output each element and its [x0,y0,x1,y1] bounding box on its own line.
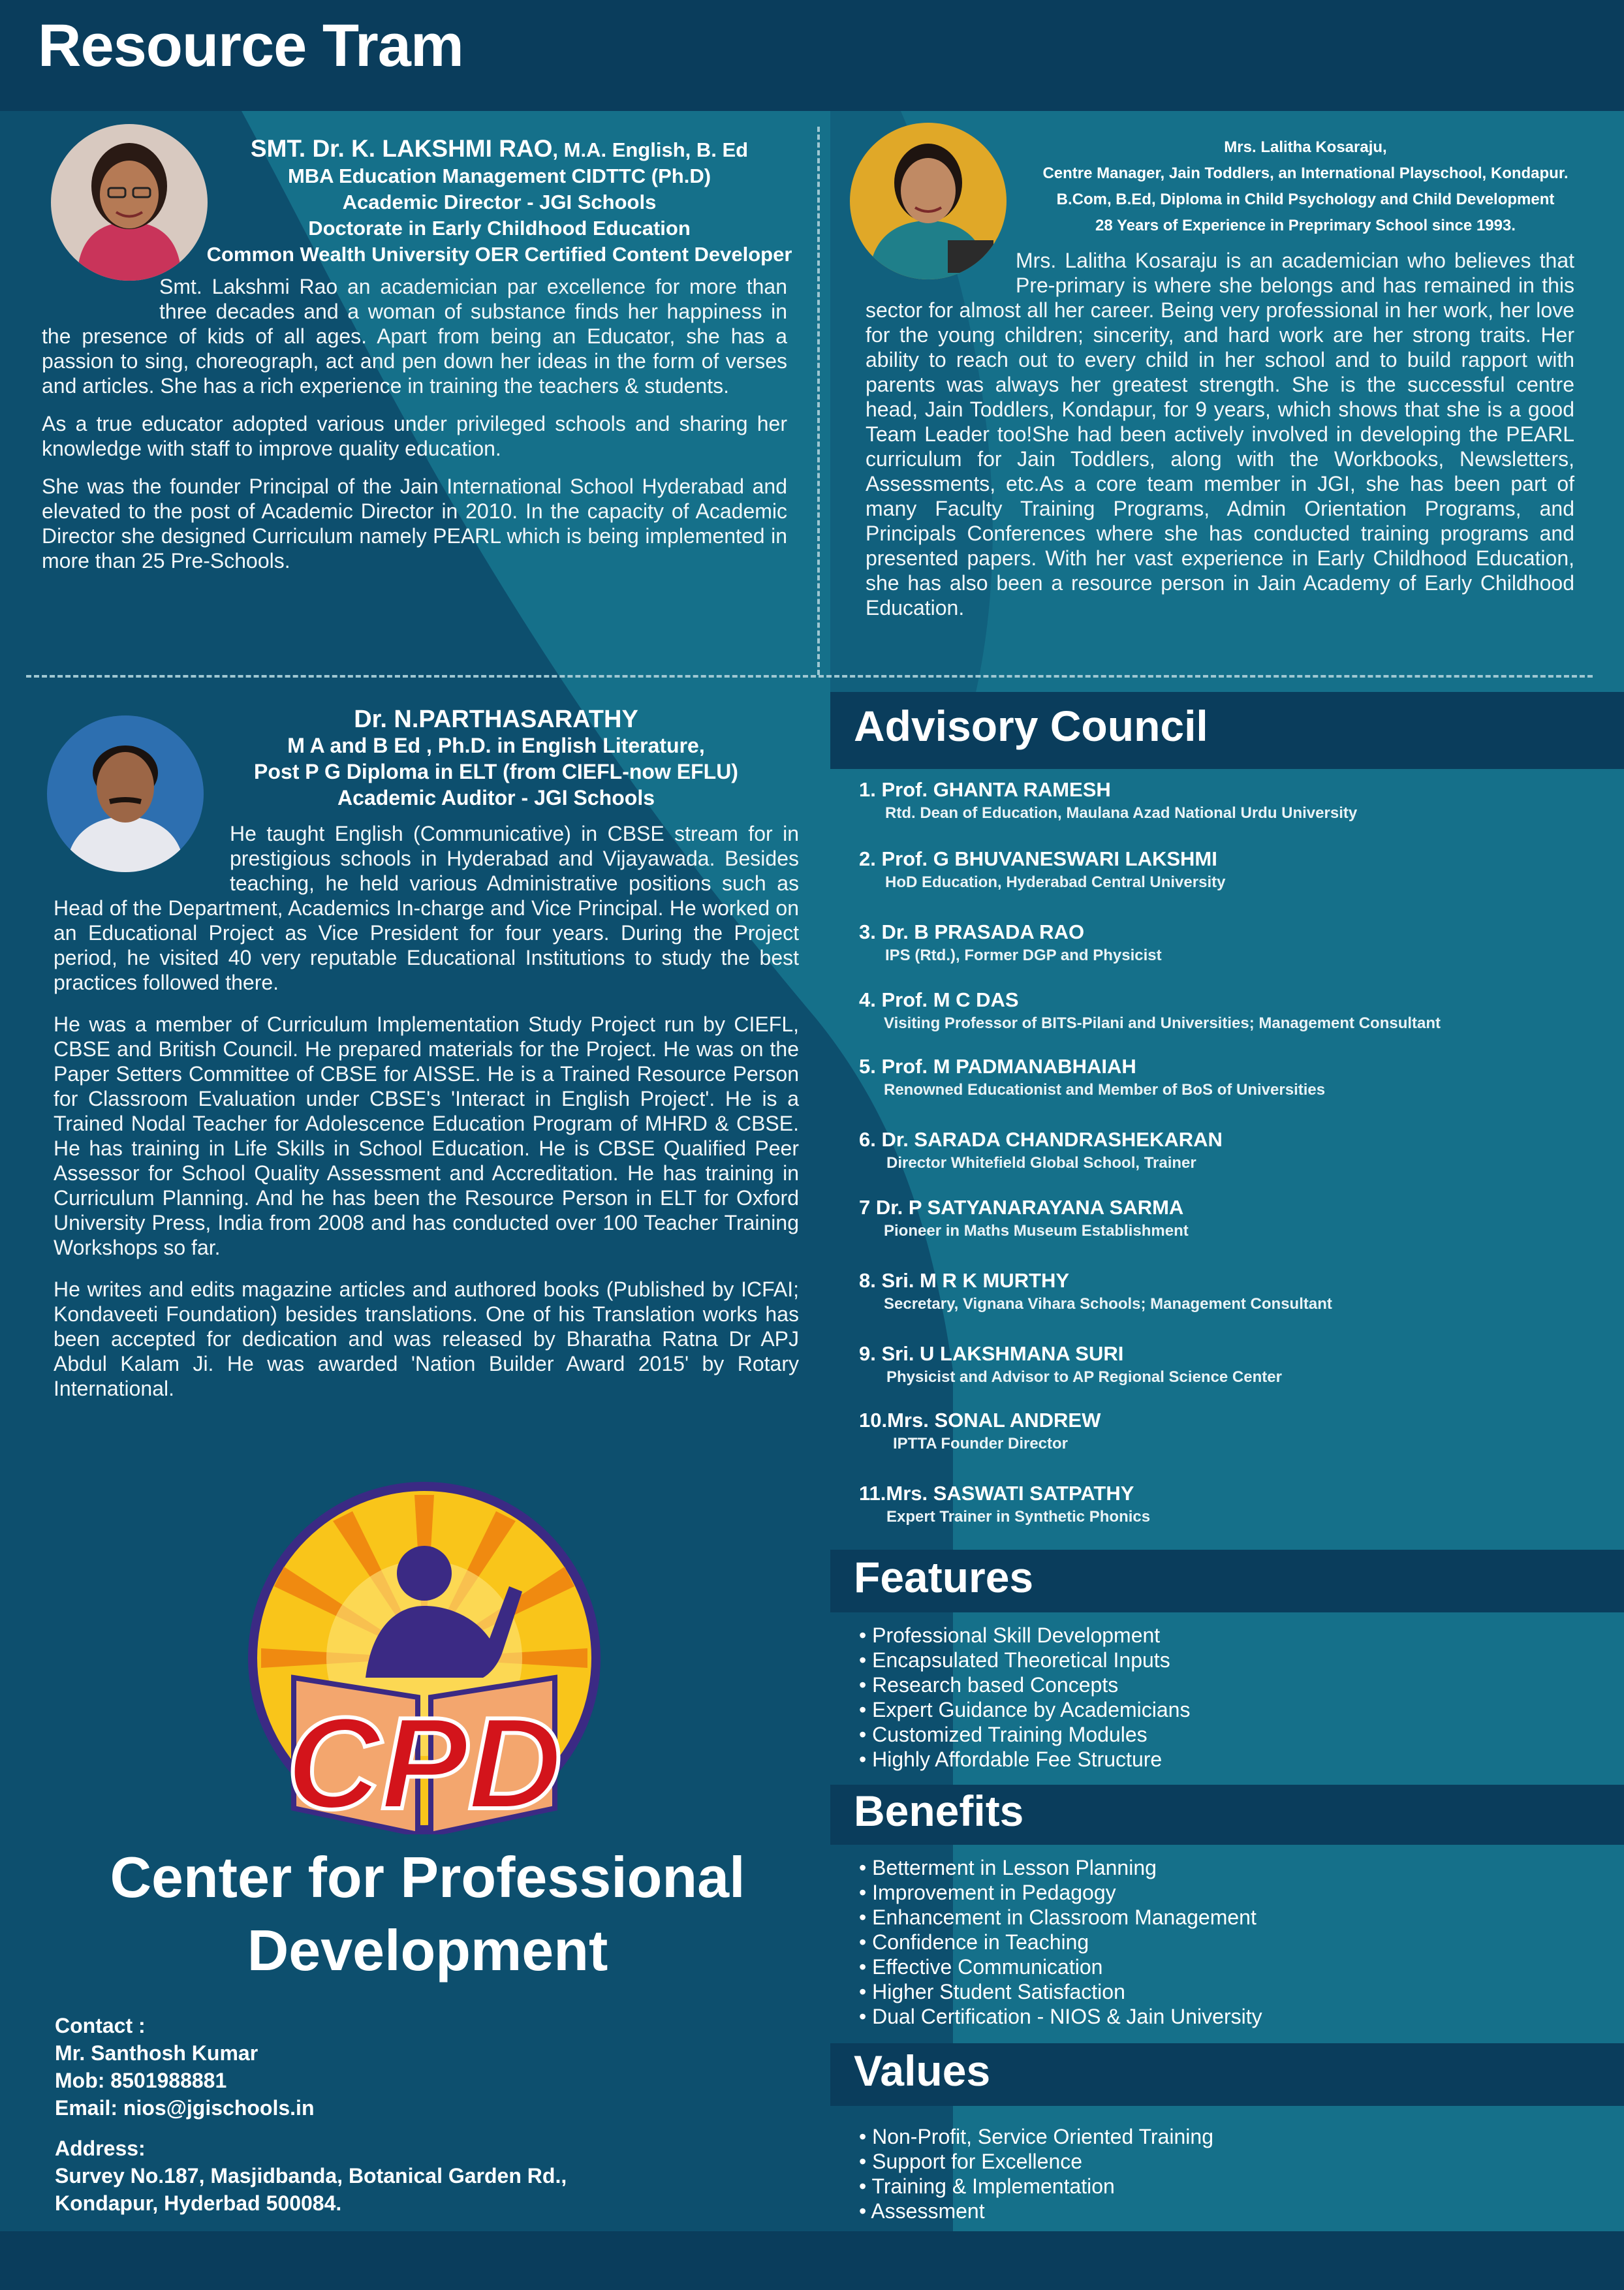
advisory-council-banner [830,692,1624,769]
person-certification: Common Wealth University OER Certified Content Developer [206,243,792,266]
bio-paragraph: As a true educator adopted various under privileged schools and sharing her knowledge with staff to improve quality education. [42,412,787,460]
person-name-suffix: , M.A. English, B. Ed [552,138,749,161]
person-qualification: B.Com, B.Ed, Diploma in Child Psychology and Child Development [1056,191,1555,208]
values-title: Values [854,2047,991,2095]
benefit-item: • Improvement in Pedagogy [859,1880,1262,1905]
feature-item: • Research based Concepts [859,1672,1190,1697]
horizontal-divider [26,675,1593,678]
council-member: 3. Dr. B PRASADA RAO IPS (Rtd.), Former DGP and Physicist [859,920,1162,964]
person-name: Mrs. Lalitha Kosaraju, [1224,138,1387,156]
person-qualification: M A and B Ed , Ph.D. in English Literature, [287,734,705,757]
lakshmi-rao-bio [42,274,787,586]
contact-email[interactable]: Email: nios@jgischools.in [55,2096,315,2120]
person-role: Academic Auditor - JGI Schools [337,786,655,809]
bio-paragraph: He was a member of Curriculum Implementation Study Project run by CIEFL, CBSE and British Council. He prepared materials for the Project. He was on the Paper Setters Committee of CBSE for AISSE. He is a Trained Resource Person for Classroom Evaluation under CBSE's 'Interact in English Project'. He is a Trained Nodal Teacher for Adolescence Education Program of MHRD & CBSE. He has training in Life Skills in School Education. He is CBSE Qualified Peer Assessor for School Quality Assessment and Accreditation. He has training in Curriculum Planning. And he has been the Resource Person in ELT for Oxford University Press, India from 2008 and has conducted over 100 Teacher Training Workshops so far. [54,1012,799,1259]
benefit-item: • Higher Student Satisfaction [859,1979,1262,2004]
person-qualification: MBA Education Management CIDTTC (Ph.D) [287,165,711,187]
address-line: Survey No.187, Masjidbanda, Botanical Garden Rd., [55,2164,567,2188]
benefit-item: • Betterment in Lesson Planning [859,1855,1262,1880]
address-block [55,2135,567,2217]
feature-item: • Professional Skill Development [859,1623,1190,1648]
lakshmi-rao-header [196,136,803,268]
council-member: 4. Prof. M C DAS Visiting Professor of BITS-Pilani and Universities; Management Consultant [859,988,1441,1032]
person-qualification: Doctorate in Early Childhood Education [308,217,691,240]
benefits-title: Benefits [854,1787,1024,1835]
cpd-logo [242,1482,607,1834]
lalitha-kosaraju-bio [866,248,1574,633]
bio-paragraph: He taught English (Communicative) in CBSE stream for in prestigious schools in Hyderabad and Vijayawada. Besides teaching, he held various Administrative positions such as Head of the Department, Academics In-charge and Vice Principal. He worked on an Educational Project as Vice President for four years. During the Project period, he visited 40 very reputable Educational Institutions to study the best practices followed there. [54,822,799,994]
parthasarathy-header [202,706,790,811]
features-list [859,1623,1190,1772]
values-list [859,2124,1213,2223]
person-role: Centre Manager, Jain Toddlers, an International Playschool, Kondapur. [1042,165,1569,182]
footer-bar [0,2231,1624,2290]
benefits-banner [830,1785,1624,1845]
contact-phone[interactable]: Mob: 8501988881 [55,2069,227,2092]
page-title: Resource Tram [38,12,463,79]
council-member: 2. Prof. G BHUVANESWARI LAKSHMI HoD Education, Hyderabad Central University [859,847,1226,891]
person-qualification: Post P G Diploma in ELT (from CIEFL-now EFLU) [254,760,738,783]
address-line: Kondapur, Hyderbad 500084. [55,2191,342,2215]
address-label: Address: [55,2137,146,2160]
features-banner [830,1550,1624,1612]
feature-item: • Customized Training Modules [859,1722,1190,1747]
lalitha-kosaraju-header [1005,134,1606,239]
advisory-council-title: Advisory Council [854,702,1208,750]
council-member: 8. Sri. M R K MURTHY Secretary, Vignana Vihara Schools; Management Consultant [859,1269,1332,1313]
person-experience: 28 Years of Experience in Preprimary School since 1993. [1095,217,1516,234]
council-member: 5. Prof. M PADMANABHAIAH Renowned Educationist and Member of BoS of Universities [859,1055,1326,1099]
bio-paragraph: He writes and edits magazine articles and authored books (Published by ICFAI; Kondaveeti Foundation) besides translations. One of his Translation works has been accepted for dedication and was released by Bharatha Ratna Dr APJ Abdul Kalam Ji. He was awarded 'Nation Builder Award 2015' by Rotary International. [54,1278,799,1400]
benefit-item: • Enhancement in Classroom Management [859,1905,1262,1930]
value-item: • Training & Implementation [859,2174,1213,2199]
bio-paragraph: Mrs. Lalitha Kosaraju is an academician who believes that Pre-primary is where she belongs and has remained in this sector for almost all her career. Being very professional in her work, her love for the young children; sincerity, and hard work are her strong traits. Her ability to reach out to every child in her school and to build rapport with parents was always her greatest strength. She is the successful centre head, Jain Toddlers, Kondapur, for 9 years, which shows that she is a good Team Leader too!She had been actively involved in developing the PEARL curriculum for Jain Toddlers, along with the Workbooks, Newsletters, Assessments, etc.As a core team member in JGI, she has been part of many Faculty Training Programs, Admin Orientation Programs, and Principals Conferences where she has conducted training programs and presented papers. With her vast experience in Early Childhood Education, she has also been a resource person in Jain Academy of Early Childhood Education. [866,249,1574,620]
council-member: 10.Mrs. SONAL ANDREW IPTTA Founder Director [859,1409,1101,1452]
benefit-item: • Dual Certification - NIOS & Jain University [859,2004,1262,2029]
value-item: • Support for Excellence [859,2149,1213,2174]
person-name: Dr. N.PARTHASARATHY [354,706,638,733]
bio-paragraph: Smt. Lakshmi Rao an academician par excellence for more than three decades and a woman of substance finds her happiness in the presence of kids of all ages. Apart from being an Educator, she has a passion to sing, choreograph, act and pen down her ideas in the form of verses and articles. She has a rich experience in training the teachers & students. [42,275,787,398]
parthasarathy-bio [54,821,799,1414]
contact-name: Mr. Santhosh Kumar [55,2041,258,2065]
features-title: Features [854,1553,1034,1601]
benefit-item: • Effective Communication [859,1954,1262,1979]
person-role: Academic Director - JGI Schools [342,191,657,213]
center-title [65,1841,790,1987]
council-member: 6. Dr. SARADA CHANDRASHEKARAN Director Whitefield Global School, Trainer [859,1128,1223,1172]
council-member: 7 Dr. P SATYANARAYANA SARMA Pioneer in Maths Museum Establishment [859,1196,1189,1240]
benefits-list [859,1855,1262,2029]
council-member: 9. Sri. U LAKSHMANA SURI Physicist and Advisor to AP Regional Science Center [859,1342,1282,1386]
center-title-line: Center for Professional [110,1845,745,1909]
value-item: • Assessment [859,2199,1213,2223]
feature-item: • Expert Guidance by Academicians [859,1697,1190,1722]
values-banner [830,2043,1624,2106]
council-member: 11.Mrs. SASWATI SATPATHY Expert Trainer in Synthetic Phonics [859,1482,1151,1526]
council-member: 1. Prof. GHANTA RAMESH Rtd. Dean of Education, Maulana Azad National Urdu University [859,778,1358,822]
feature-item: • Encapsulated Theoretical Inputs [859,1648,1190,1672]
header-bar [0,0,1624,111]
cpd-logo-text: CPD [286,1691,563,1834]
person-name: SMT. Dr. K. LAKSHMI RAO [250,135,553,162]
feature-item: • Highly Affordable Fee Structure [859,1747,1190,1772]
value-item: • Non-Profit, Service Oriented Training [859,2124,1213,2149]
contact-block [55,2012,314,2122]
lakshmi-rao-photo [51,124,208,281]
benefit-item: • Confidence in Teaching [859,1930,1262,1954]
contact-label: Contact : [55,2014,146,2037]
bio-paragraph: She was the founder Principal of the Jain International School Hyderabad and elevated to the post of Academic Director in 2010. In the capacity of Academic Director she designed Curriculum namely PEARL which is being implemented in more than 25 Pre-Schools. [42,475,787,572]
center-title-line: Development [247,1918,608,1983]
vertical-divider [817,127,820,675]
